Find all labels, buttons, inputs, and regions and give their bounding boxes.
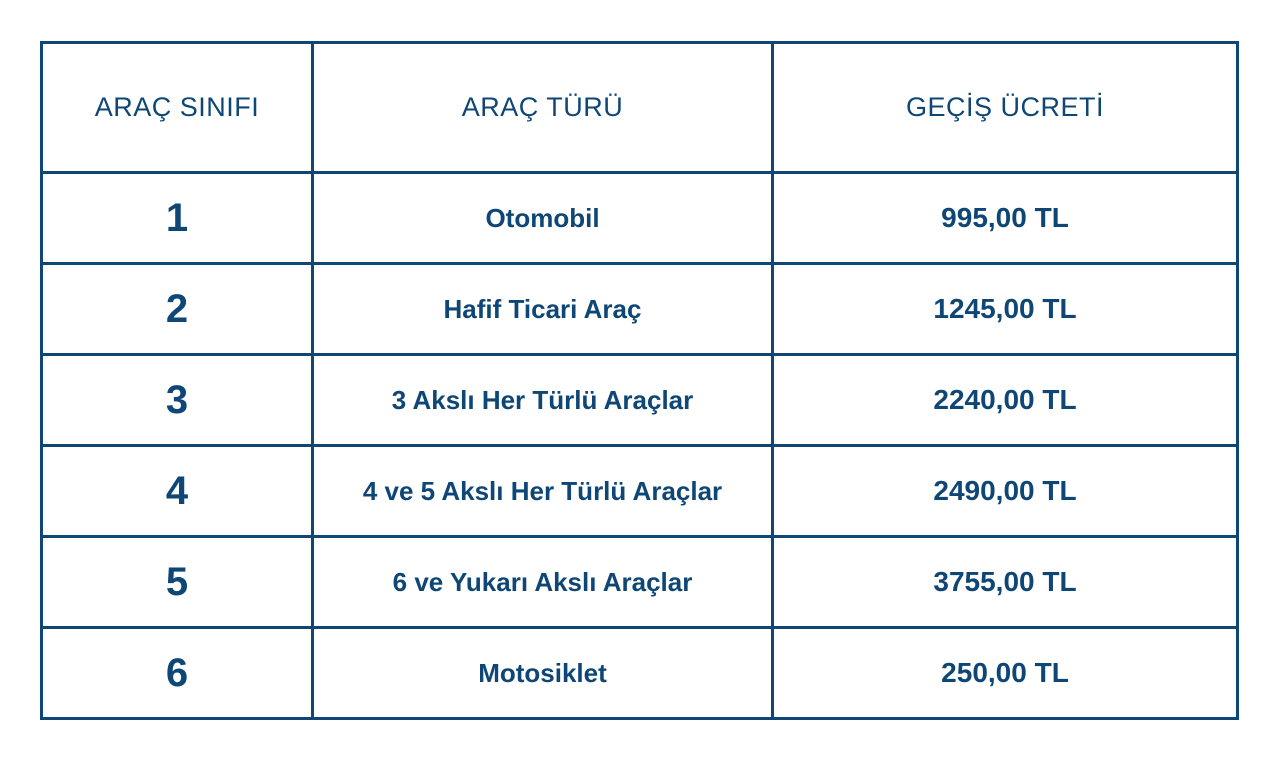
vehicle-type-cell: Motosiklet xyxy=(313,628,773,719)
vehicle-class-cell: 1 xyxy=(42,173,313,264)
vehicle-class-cell: 3 xyxy=(42,355,313,446)
vehicle-type-cell: Otomobil xyxy=(313,173,773,264)
vehicle-class-cell: 6 xyxy=(42,628,313,719)
table-row xyxy=(42,446,1238,537)
toll-fee-table xyxy=(40,41,1239,720)
header-toll-fee: GEÇİŞ ÜCRETİ xyxy=(773,43,1238,173)
vehicle-type-cell: 6 ve Yukarı Akslı Araçlar xyxy=(313,537,773,628)
vehicle-type-cell: 3 Akslı Her Türlü Araçlar xyxy=(313,355,773,446)
table-row xyxy=(42,264,1238,355)
vehicle-type-cell: 4 ve 5 Akslı Her Türlü Araçlar xyxy=(313,446,773,537)
table-row xyxy=(42,628,1238,719)
toll-fee-cell: 1245,00 TL xyxy=(773,264,1238,355)
header-vehicle-type: ARAÇ TÜRÜ xyxy=(313,43,773,173)
table-row xyxy=(42,355,1238,446)
vehicle-type-cell: Hafif Ticari Araç xyxy=(313,264,773,355)
toll-fee-cell: 995,00 TL xyxy=(773,173,1238,264)
toll-fee-cell: 250,00 TL xyxy=(773,628,1238,719)
toll-fee-cell: 3755,00 TL xyxy=(773,537,1238,628)
header-vehicle-class: ARAÇ SINIFI xyxy=(42,43,313,173)
table-row xyxy=(42,173,1238,264)
vehicle-class-cell: 5 xyxy=(42,537,313,628)
vehicle-class-cell: 2 xyxy=(42,264,313,355)
table-row xyxy=(42,537,1238,628)
toll-fee-cell: 2240,00 TL xyxy=(773,355,1238,446)
vehicle-class-cell: 4 xyxy=(42,446,313,537)
table-header-row xyxy=(42,43,1238,173)
toll-fee-cell: 2490,00 TL xyxy=(773,446,1238,537)
